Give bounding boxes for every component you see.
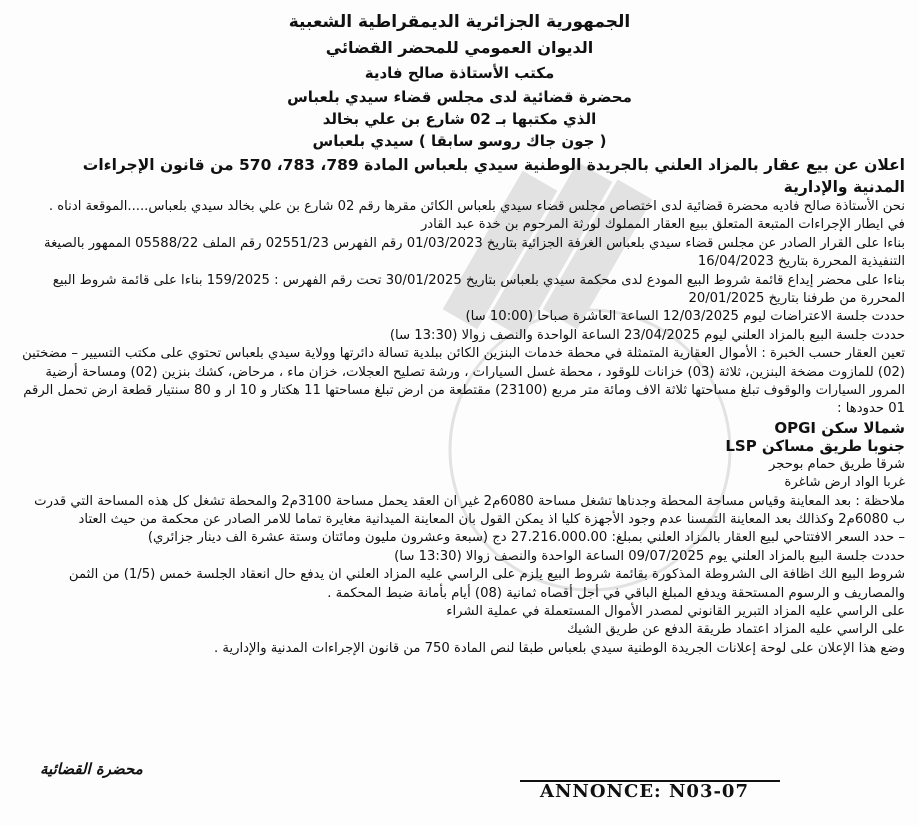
body-paragraph: ملاحظة : بعد المعاينة وقياس مساحة المحطة وجدناها تشغل مساحة 6080م2 غير ان العقد يحمل مساحة 3100م2 والمحطة تشغل كل هذه المساحة التي قدرت ب 6080م2 وكذالك بعد المعاينة التمسنا عدم وجود الأجهزة كليا اذ يمكن القول بان المعاينة الميدانية مغايرة تماما للامر الصادر عن محكمة من حيث العتاد — [34, 493, 905, 527]
body-paragraph: بناءا على القرار الصادر عن مجلس قضاء سيدي بلعباس الغرفة الجزائية بتاريخ 01/03/2023 رقم الفهرس 02551/23 رقم الملف 05588/22 الممهور بالصيغة التنفيذية المحررة بتاريخ 16/04/2023 — [44, 235, 905, 270]
office-heading: الديوان العمومي للمحضر القضائي — [325, 38, 594, 57]
boundary-south: جنوبا طريق مساكن LSP — [725, 437, 905, 456]
body-paragraph: نحن الأستاذة صالح فاديه محضرة قضائية لدى اختصاص مجلس قضاء سيدي بلعباس الكائن مقرها رقم 02 شارع بن علي بخالد سيدي بلعباس.....الموقعة ادناه . — [48, 199, 905, 214]
body-paragraph: على الراسي عليه المزاد اعتماد طريقة الدفع عن طريق الشيك — [566, 622, 905, 638]
body-paragraph: على الراسي عليه المزاد التبرير القانوني لمصدر الأموال المستعملة في عملية الشراء — [446, 603, 905, 619]
boundary-east: شرقا طريق حمام بوحجر — [768, 456, 905, 472]
bureau-heading: مكتب الأستاذة صالح فادية — [364, 64, 555, 82]
signature: محضرة القضائية — [40, 760, 143, 778]
address-line: الذي مكتبها بـ 02 شارع بن علي بخالد — [322, 110, 597, 128]
body-paragraph: حددت جلسة البيع بالمزاد العلني ليوم 23/04/2025 الساعة الواحدة والنصف زوالا (13:30 سا) — [389, 327, 905, 343]
boundary-west: غربا الواد ارض شاغرة — [784, 475, 905, 491]
body-paragraph: حددت جلسة الاعتراضات ليوم 12/03/2025 الساعة العاشرة صباحا (10:00 سا) — [465, 309, 905, 325]
body-paragraph: وضع هذا الإعلان على لوحة إعلانات الجريدة الوطنية سيدي بلعباس طبقا لنص المادة 750 من قانون الإجراءات المدنية والإدارية . — [213, 640, 905, 656]
opening-price: – حدد السعر الافتتاحي لبيع العقار بالمزاد العلني بمبلغ: 27.216.000.00 دج (سبعة وعشرون مليون ومائتان وستة عشرة الف دينار جزائري) — [147, 530, 905, 546]
body-paragraph: في ايطار الإجراءات المتبعة المتعلق ببيع العقار المملوك لورثة المرحوم بن خدة عبد القادر — [420, 217, 905, 233]
body-paragraph: حددت جلسة البيع بالمزاد العلني يوم 09/07/2025 الساعة الواحدة والنصف زوالا (13:30 سا) — [394, 548, 905, 564]
boundary-north: شمالا سكن OPGI — [774, 418, 905, 437]
bailiff-heading: محضرة قضائية لدى مجلس قضاء سيدي بلعباس — [287, 88, 632, 106]
landmark-line: ( جون جاك روسو سابقا ) سيدي بلعباس — [312, 132, 607, 150]
body-paragraph: بناءا على محضر إيداع قائمة شروط البيع المودع لدى محكمة سيدي بلعباس بتاريخ 30/01/2025 تحت رقم الفهرس : 159/2025 بناءا على قائمة شروط البيع المحررة من طرفنا بتاريخ 20/01/2025 — [52, 272, 905, 307]
notice-body — [18, 198, 905, 658]
annonce-reference: ANNONCE: N03-07 — [540, 781, 749, 802]
body-paragraph: شروط البيع الك اظافة الى الشروطة المذكورة بقائمة شروط البيع يلزم على الراسي عليه المزاد العلني ان يدفع حال انعقاد الجلسة خمس (1/5) من الثمن والمصاريف و الرسوم المستحقة ويدفع المبلغ الباقي في أجل أقصاه ثمانية (08) أيام بأمانة ضبط المحكمة . — [68, 567, 905, 601]
republic-heading: الجمهورية الجزائرية الديمقراطية الشعبية — [288, 12, 631, 32]
body-paragraph: تعين العقار حسب الخبرة : الأموال العقارية المتمثلة في محطة خدمات البنزين الكائن ببلدية تسالة دائرتها وولاية سيدي بلعباس تحتوي على مكتب التسيير – مضختين (02) للمازوت مضخة البنزين، ثلاثة (03) خزانات للوقود ، محطة غسل السيارات ، ورشة تصليح العجلات، خزان ماء ، مرحاض، كشك بنزين (02) ومساحة أرضية المرور السيارات والوقوف تبلغ مساحتها ثلاثة الاف ومائة متر مربع (23100) مقتطعة من ارض تبلغ مساحتها 11 هكتار و 10 ار و 80 سنتيار قطعة ارض تحمل الرقم 01 حدودها : — [22, 346, 905, 417]
notice-title: اعلان عن بيع عقار بالمزاد العلني بالجريدة الوطنية سيدي بلعباس المادة 789، 783، 570 من قانون الإجراءات المدنية والإدارية — [82, 156, 905, 196]
